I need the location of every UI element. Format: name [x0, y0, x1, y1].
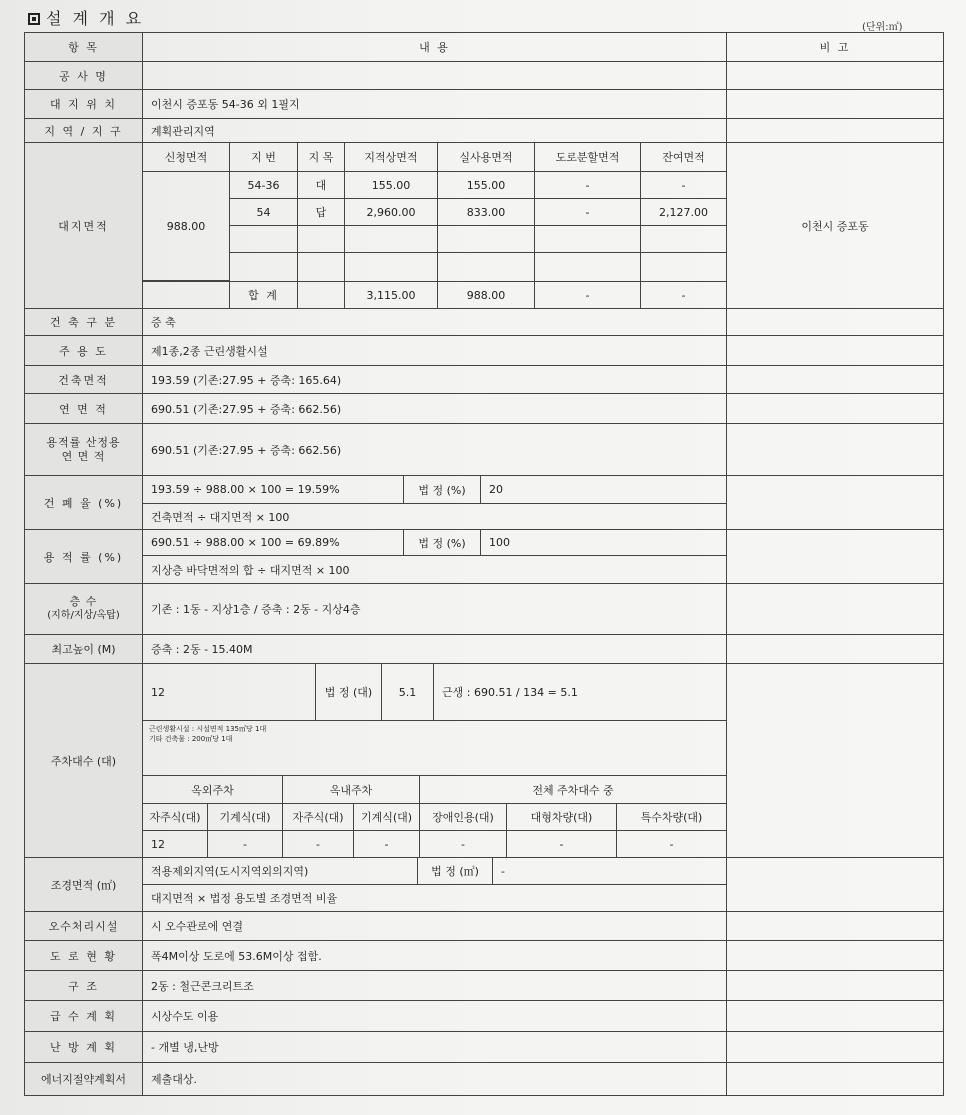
square-bullet-icon: [28, 13, 40, 25]
remark-cell: [726, 1062, 944, 1096]
site-area-total-cell: [297, 281, 345, 309]
site-area-cell: [534, 252, 641, 282]
energy-plan-label: 에너지절약계획서: [24, 1062, 143, 1096]
floors-label-line1: 층 수: [69, 595, 98, 608]
remark-cell: [726, 393, 944, 424]
site-area-cell: -: [640, 171, 727, 199]
water-supply-value: 시상수도 이용: [142, 1000, 727, 1032]
site-area-label: 대지면적: [24, 142, 143, 309]
landscape-legal-value: -: [492, 857, 727, 885]
heating-label: 난 방 계 획: [24, 1031, 143, 1063]
remark-cell: [726, 663, 944, 858]
site-area-cell: 2,127.00: [640, 198, 727, 226]
floor-area-ratio-formula: 690.51 ÷ 988.00 × 100 = 69.89%: [142, 529, 404, 556]
site-area-cell: [297, 225, 345, 253]
energy-plan-value: 제출대상.: [142, 1062, 727, 1096]
parking-legal-value: 5.1: [381, 663, 434, 721]
project-name-label: 공 사 명: [24, 61, 143, 90]
site-area-col-applied: 신청면적: [142, 142, 230, 172]
remark-cell: [726, 583, 944, 635]
construction-type-value: 증 축: [142, 308, 727, 336]
remark-cell: [726, 335, 944, 366]
remark-cell: [726, 118, 944, 143]
remark-cell: [726, 89, 944, 119]
site-area-cell: 833.00: [437, 198, 535, 226]
floor-area-ratio-legal-value: 100: [480, 529, 727, 556]
site-area-cell: [297, 252, 345, 282]
parking-sub-header: 장애인용(대): [419, 803, 507, 831]
landscape-desc: 대지면적 × 법정 용도별 조경면적 비율: [142, 884, 727, 912]
site-area-cell: 155.00: [437, 171, 535, 199]
remark-cell: [726, 308, 944, 336]
site-area-cell: [640, 225, 727, 253]
parking-legal-label: 법 정 (대): [315, 663, 382, 721]
site-location-value: 이천시 증포동 54-36 외 1필지: [142, 89, 727, 119]
remark-cell: [726, 857, 944, 912]
site-area-cell: [640, 252, 727, 282]
main-use-value: 제1종,2종 근린생활시설: [142, 335, 727, 366]
parking-note: [142, 720, 727, 776]
far-floor-area-value: 690.51 (기존:27.95 + 증축: 662.56): [142, 423, 727, 476]
floor-area-ratio-label: 용 적 률 (%): [24, 529, 143, 584]
site-area-total-remaining: -: [640, 281, 727, 309]
building-coverage-legal-value: 20: [480, 475, 727, 504]
parking-sub-value: -: [207, 830, 283, 858]
heating-value: - 개별 냉,난방: [142, 1031, 727, 1063]
remark-cell: [726, 423, 944, 476]
landscape-value: 적용제외지역(도시지역외의지역): [142, 857, 418, 885]
parking-outdoor-header: 옥외주차: [142, 775, 283, 804]
main-use-label: 주 용 도: [24, 335, 143, 366]
far-floor-area-label-line2: 연 면 적: [61, 449, 106, 463]
design-summary-table: [24, 32, 944, 1096]
total-floor-area-value: 690.51 (기존:27.95 + 증축: 662.56): [142, 393, 727, 424]
parking-sub-value: -: [353, 830, 420, 858]
site-area-cell: 2,960.00: [344, 198, 438, 226]
remark-cell: [726, 940, 944, 971]
title-text: 설 계 개 요: [46, 9, 145, 28]
remark-cell: [726, 529, 944, 584]
document-title: [28, 6, 144, 29]
max-height-label: 최고높이 (M): [24, 634, 143, 664]
parking-sub-header: 자주식(대): [142, 803, 208, 831]
building-coverage-desc: 건축면적 ÷ 대지면적 × 100: [142, 503, 727, 530]
site-area-total-blank: [142, 281, 230, 309]
building-coverage-formula: 193.59 ÷ 988.00 × 100 = 19.59%: [142, 475, 404, 504]
floor-area-ratio-desc: 지상층 바닥면적의 합 ÷ 대지면적 × 100: [142, 555, 727, 584]
site-area-applied-value: 988.00: [142, 171, 230, 281]
floors-label: [24, 583, 143, 635]
site-area-cell: 54-36: [229, 171, 298, 199]
road-label: 도 로 현 황: [24, 940, 143, 971]
site-area-cell: 155.00: [344, 171, 438, 199]
site-area-cell: [344, 225, 438, 253]
floors-label-line2: (지하/지상/옥탑): [47, 610, 120, 621]
remark-cell: [726, 970, 944, 1001]
parking-sub-value: -: [616, 830, 727, 858]
site-area-col-lot: 지 번: [229, 142, 298, 172]
site-area-col-cadastral: 지적상면적: [344, 142, 438, 172]
parking-sub-header: 특수차량(대): [616, 803, 727, 831]
site-area-total-road: -: [534, 281, 641, 309]
site-area-cell: 답: [297, 198, 345, 226]
header-content: 내 용: [142, 32, 727, 62]
remark-cell: [726, 365, 944, 394]
structure-label: 구 조: [24, 970, 143, 1001]
site-area-cell: 대: [297, 171, 345, 199]
remark-cell: [726, 1000, 944, 1032]
site-area-cell: [344, 252, 438, 282]
remark-cell: [726, 475, 944, 530]
water-supply-label: 급 수 계 획: [24, 1000, 143, 1032]
site-area-cell: [437, 252, 535, 282]
sewage-label: 오수처리시설: [24, 911, 143, 941]
site-area-cell: [534, 225, 641, 253]
site-area-total-actual: 988.00: [437, 281, 535, 309]
parking-note-line2: 기타 건축물 : 200㎡당 1대: [149, 735, 233, 743]
remark-cell: [726, 911, 944, 941]
building-coverage-label: 건 폐 율 (%): [24, 475, 143, 530]
site-area-cell: [229, 225, 298, 253]
remark-cell: [726, 1031, 944, 1063]
road-value: 폭4M이상 도로에 53.6M이상 접함.: [142, 940, 727, 971]
site-area-total-label: 합 계: [229, 281, 298, 309]
building-area-value: 193.59 (기존:27.95 + 증축: 165.64): [142, 365, 727, 394]
project-name-value: [142, 61, 727, 90]
construction-type-label: 건 축 구 분: [24, 308, 143, 336]
parking-indoor-header: 옥내주차: [282, 775, 420, 804]
structure-value: 2동 : 철근콘크리트조: [142, 970, 727, 1001]
parking-sub-header: 자주식(대): [282, 803, 354, 831]
floor-area-ratio-legal-label: 법 정 (%): [403, 529, 481, 556]
site-location-label: 대 지 위 치: [24, 89, 143, 119]
parking-label: 주차대수 (대): [24, 663, 143, 858]
floors-value: 기존 : 1동 - 지상1층 / 증축 : 2동 - 지상4층: [142, 583, 727, 635]
remark-cell: [726, 61, 944, 90]
parking-count: 12: [142, 663, 316, 721]
parking-calc: 근생 : 690.51 / 134 = 5.1: [433, 663, 727, 721]
parking-sub-value: 12: [142, 830, 208, 858]
sewage-value: 시 오수관로에 연결: [142, 911, 727, 941]
building-area-label: 건축면적: [24, 365, 143, 394]
site-area-col-landcat: 지 목: [297, 142, 345, 172]
site-area-total-cadastral: 3,115.00: [344, 281, 438, 309]
site-area-cell: -: [534, 198, 641, 226]
site-area-cell: -: [534, 171, 641, 199]
zone-value: 계획관리지역: [142, 118, 727, 143]
header-remark: 비 고: [726, 32, 944, 62]
site-area-cell: [437, 225, 535, 253]
site-area-col-remaining: 잔여면적: [640, 142, 727, 172]
parking-sub-header: 기계식(대): [207, 803, 283, 831]
building-coverage-legal-label: 법 정 (%): [403, 475, 481, 504]
landscape-label: 조경면적 (㎡): [24, 857, 143, 912]
far-floor-area-label-line1: 용적률 산정용: [46, 435, 121, 449]
unit-label: (단위:㎡): [862, 22, 903, 33]
header-item: 항 목: [24, 32, 143, 62]
parking-sub-value: -: [282, 830, 354, 858]
far-floor-area-label: [24, 423, 143, 476]
landscape-legal-label: 법 정 (㎡): [417, 857, 493, 885]
total-floor-area-label: 연 면 적: [24, 393, 143, 424]
site-area-remark: 이천시 증포동: [726, 142, 944, 309]
parking-sub-value: -: [506, 830, 617, 858]
parking-sub-value: -: [419, 830, 507, 858]
parking-total-among-header: 전체 주차대수 중: [419, 775, 727, 804]
max-height-value: 증축 : 2동 - 15.40M: [142, 634, 727, 664]
parking-sub-header: 기계식(대): [353, 803, 420, 831]
site-area-col-actual: 실사용면적: [437, 142, 535, 172]
site-area-cell: 54: [229, 198, 298, 226]
site-area-cell: [229, 252, 298, 282]
remark-cell: [726, 634, 944, 664]
parking-sub-header: 대형차량(대): [506, 803, 617, 831]
site-area-col-road: 도로분할면적: [534, 142, 641, 172]
parking-note-line1: 근린생활시설 : 시설면적 135㎡당 1대: [149, 725, 267, 733]
zone-label: 지 역 / 지 구: [24, 118, 143, 143]
